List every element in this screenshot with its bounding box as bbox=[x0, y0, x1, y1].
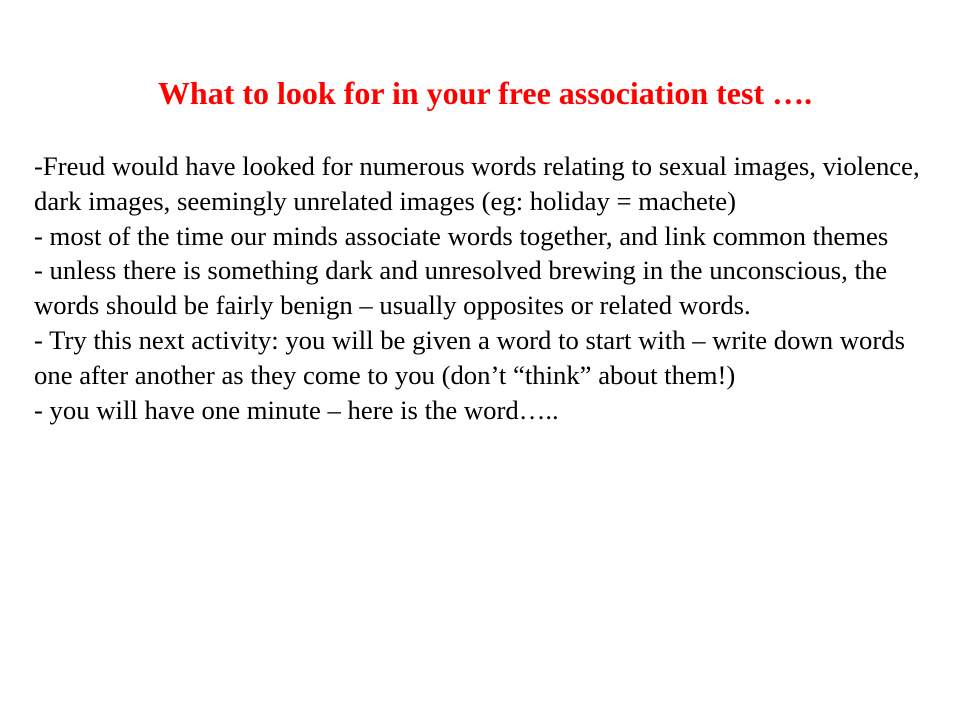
paragraph-one-minute: - you will have one minute – here is the word….. bbox=[34, 394, 559, 425]
paragraph-freud: -Freud would have looked for numerous words relating to sexual images, violence, dark images, seemingly unrelated images (eg: holiday = machete) bbox=[34, 151, 920, 216]
paragraph-unconscious: - unless there is something dark and unresolved brewing in the unconscious, the words should be fairly benign – usually opposites or related words. bbox=[34, 255, 888, 321]
slide-title: What to look for in your free association test …. bbox=[157, 75, 813, 111]
paragraph-activity: - Try this next activity: you will be given a word to start with – write down words one after another as they come to you (don’t “think” about them!) bbox=[34, 324, 905, 390]
slide-body bbox=[34, 149, 924, 427]
paragraph-associate: - most of the time our minds associate words together, and link common themes bbox=[34, 220, 889, 251]
